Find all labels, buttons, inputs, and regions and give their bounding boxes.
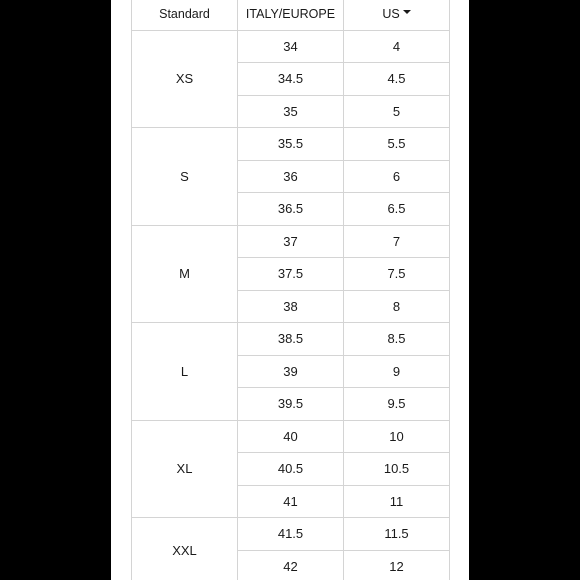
us-size-cell: 9 bbox=[344, 355, 450, 388]
standard-size-cell: XS bbox=[132, 30, 238, 128]
us-size-cell: 5.5 bbox=[344, 128, 450, 161]
eu-size-cell: 41 bbox=[238, 485, 344, 518]
standard-size-cell: XL bbox=[132, 420, 238, 518]
size-chart-panel bbox=[111, 0, 469, 580]
us-size-cell: 4.5 bbox=[344, 63, 450, 96]
us-size-cell: 6.5 bbox=[344, 193, 450, 226]
eu-size-cell: 35 bbox=[238, 95, 344, 128]
standard-size-cell: XXL bbox=[132, 518, 238, 580]
header-us-dropdown[interactable] bbox=[344, 0, 450, 30]
standard-size-cell: S bbox=[132, 128, 238, 226]
eu-size-cell: 37.5 bbox=[238, 258, 344, 291]
table-row bbox=[132, 420, 450, 453]
us-size-cell: 6 bbox=[344, 160, 450, 193]
size-conversion-table bbox=[131, 0, 450, 580]
eu-size-cell: 34 bbox=[238, 30, 344, 63]
eu-size-cell: 39 bbox=[238, 355, 344, 388]
us-size-cell: 7 bbox=[344, 225, 450, 258]
table-header-row bbox=[132, 0, 450, 30]
header-us-label: US bbox=[382, 6, 400, 21]
table-row bbox=[132, 225, 450, 258]
standard-size-cell: L bbox=[132, 323, 238, 421]
eu-size-cell: 39.5 bbox=[238, 388, 344, 421]
us-size-cell: 9.5 bbox=[344, 388, 450, 421]
us-size-cell: 10 bbox=[344, 420, 450, 453]
eu-size-cell: 35.5 bbox=[238, 128, 344, 161]
table-row bbox=[132, 30, 450, 63]
us-size-cell: 7.5 bbox=[344, 258, 450, 291]
header-standard: Standard bbox=[132, 0, 238, 30]
table-body bbox=[132, 30, 450, 580]
eu-size-cell: 41.5 bbox=[238, 518, 344, 551]
us-size-cell: 5 bbox=[344, 95, 450, 128]
eu-size-cell: 38 bbox=[238, 290, 344, 323]
table-row bbox=[132, 323, 450, 356]
standard-size-cell: M bbox=[132, 225, 238, 323]
eu-size-cell: 37 bbox=[238, 225, 344, 258]
eu-size-cell: 34.5 bbox=[238, 63, 344, 96]
caret-down-icon bbox=[403, 10, 411, 14]
eu-size-cell: 38.5 bbox=[238, 323, 344, 356]
us-size-cell: 11.5 bbox=[344, 518, 450, 551]
eu-size-cell: 36 bbox=[238, 160, 344, 193]
us-size-cell: 8.5 bbox=[344, 323, 450, 356]
us-size-cell: 8 bbox=[344, 290, 450, 323]
table-row bbox=[132, 128, 450, 161]
header-italy-europe: ITALY/EUROPE bbox=[238, 0, 344, 30]
us-size-cell: 10.5 bbox=[344, 453, 450, 486]
eu-size-cell: 42 bbox=[238, 550, 344, 580]
eu-size-cell: 40.5 bbox=[238, 453, 344, 486]
table-row bbox=[132, 518, 450, 551]
eu-size-cell: 36.5 bbox=[238, 193, 344, 226]
us-size-cell: 12 bbox=[344, 550, 450, 580]
us-size-cell: 11 bbox=[344, 485, 450, 518]
eu-size-cell: 40 bbox=[238, 420, 344, 453]
us-size-cell: 4 bbox=[344, 30, 450, 63]
